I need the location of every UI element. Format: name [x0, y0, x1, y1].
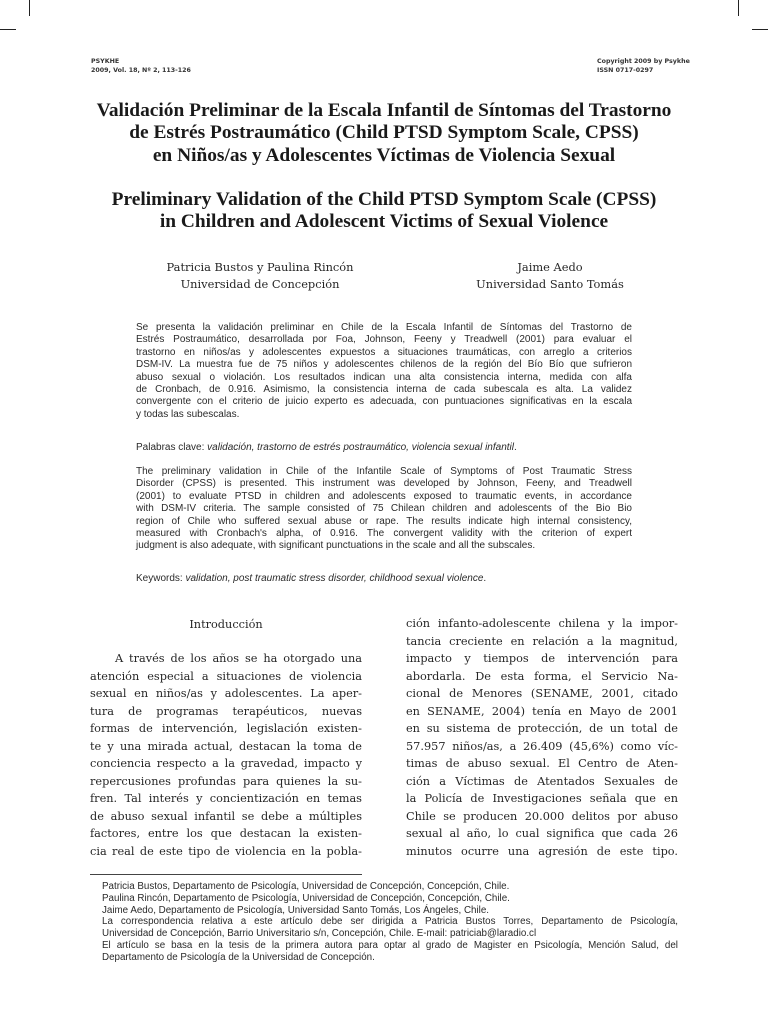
keywords-english	[136, 573, 486, 585]
body-line: A través de los años se ha otorgado una	[115, 652, 362, 665]
author-block-left	[110, 259, 410, 293]
crop-mark-top-left-horizontal	[0, 29, 16, 30]
footnote-line: Jaime Aedo, Departamento de Psicología, Universidad Santo Tomás, Los Ángeles, Chile.	[102, 904, 490, 916]
abstract-line: Disorder (CPSS) is presented. This instrument was developed by Johnson, Feeny, and Treadwell	[136, 478, 632, 490]
abstract-line: DSM-IV. La muestra fue de 75 niños y adolescentes chilenos de la región del Bío Bío que sufrieron	[136, 359, 632, 371]
abstract-line: The preliminary validation in Chile of the Infantile Scale of Symptoms of Post Traumatic Stress	[136, 466, 632, 477]
body-line: de abuso sexual infantil se debe a múltiples	[90, 809, 362, 823]
abstract-spanish	[136, 322, 632, 421]
body-line: minutos ocurre una agresión de este tipo.	[406, 844, 678, 858]
journal-header	[91, 58, 191, 75]
footnote-line: Universidad de Concepción, Barrio Universitario s/n, Concepción, Chile. E-mail: patriciab@laradio.cl	[102, 928, 537, 940]
body-line: tancia creciente en relación a la magnitud,	[406, 634, 678, 648]
title-es-line: de Estrés Postraumático (Child PTSD Symptom Scale, CPSS)	[129, 122, 639, 144]
author-block-right	[430, 259, 670, 293]
body-line: formas de intervención, legislación existen-	[90, 722, 362, 735]
abstract-line: abuso sexual o violación. Los resultados indican una alta consistencia interna, medida con alfa	[136, 371, 632, 383]
copyright-notice: Copyright 2009 by Psykhe	[597, 58, 690, 65]
abstract-line: region of Chile who suffered sexual abuse or rape. The results indicate high internal consistency,	[136, 515, 632, 527]
footnote-separator	[90, 874, 362, 875]
body-line: impacto y tiempos de intervención para	[406, 652, 678, 665]
body-line: cia real de este tipo de violencia en la pobla-	[90, 844, 362, 858]
body-line: sexual en niños/as y adolescentes. La aper-	[90, 687, 362, 700]
abstract-english	[136, 466, 632, 553]
abstract-line: Se presenta la validación preliminar en Chile de la Escala Infantil de Síntomas del Trastorno de	[136, 322, 632, 333]
body-line: cional de Menores (SENAME, 2001, citado	[406, 687, 678, 700]
copyright-header	[597, 58, 690, 75]
footnote-line: La correspondencia relativa a este artículo debe ser dirigida a Patricia Bustos Torres, Departamento de Psicología,	[102, 916, 678, 928]
keywords-label: Palabras clave:	[136, 442, 205, 453]
title-es-line: Validación Preliminar de la Escala Infantil de Síntomas del Trastorno	[96, 100, 672, 121]
abstract-line: (2001) to evaluate PTSD in children and adolescents exposed to traumatic events, in accordance	[136, 490, 632, 502]
abstract-line: trastorno en niños/as y adolescentes expuestos a situaciones traumáticas, con arreglo a criterios	[136, 346, 632, 358]
body-line: tura de programas terapéuticos, nuevas	[90, 704, 362, 718]
body-line: en SENAME, 2004) tenía en Mayo de 2001	[406, 704, 678, 718]
body-line: fren. Tal interés y concientización en temas	[90, 792, 362, 805]
section-heading: Introducción	[189, 618, 263, 631]
body-line: conciencia respecto a la gravedad, impacto y	[90, 757, 362, 770]
journal-name: PSYKHE	[91, 58, 120, 65]
author-names: Jaime Aedo	[517, 260, 583, 274]
body-right-column	[406, 615, 678, 860]
title-en-line: in Children and Adolescent Victims of Sexual Violence	[159, 211, 609, 233]
abstract-line: convergente con el criterio de juicio experto es adecuada, con puntuaciones significativas en la escala	[136, 396, 632, 408]
body-line: timas de abuso sexual. El Centro de Aten-	[406, 757, 678, 770]
crop-mark-top-right-horizontal	[752, 29, 768, 30]
body-line: en su sistema de protección, de un total de	[406, 722, 678, 735]
footnote-line: Paulina Rincón, Departamento de Psicología, Universidad de Concepción, Concepción, Chile.	[102, 892, 510, 904]
abstract-line: de Cronbach, de 0.916. Asimismo, la consistencia interna de cada subescala es alta. La validez	[136, 384, 632, 396]
footnote-line: Patricia Bustos, Departamento de Psicología, Universidad de Concepción, Concepción, Chile.	[102, 881, 510, 892]
author-affiliation: Universidad Santo Tomás	[476, 277, 624, 291]
keywords-spanish	[136, 442, 517, 454]
keywords-terms: validación, trastorno de estrés postraumático, violencia sexual infantil	[207, 442, 514, 453]
body-line: ción a Víctimas de Atentados Sexuales de	[406, 774, 678, 788]
abstract-line: measured with Cronbach's alpha, of 0.916. The convergent validity with the criterion of expert	[136, 528, 632, 540]
crop-mark-top-right-vertical	[738, 0, 739, 16]
author-names: Patricia Bustos y Paulina Rincón	[166, 260, 354, 274]
abstract-line: y todas las subescalas.	[136, 408, 240, 420]
body-line: repercusiones profundas para quienes la su-	[90, 774, 362, 788]
keywords-end: .	[483, 573, 487, 584]
body-line: Chile se producen 20.000 delitos por abuso	[406, 809, 678, 823]
title-spanish	[60, 100, 708, 167]
author-affiliation: Universidad de Concepción	[180, 277, 340, 291]
body-line: factores, entre los que destacan la existen-	[90, 827, 362, 840]
abstract-line: judgment is also adequate, with significant punctuations in the scale and all the subscales.	[136, 540, 536, 552]
keywords-terms: validation, post traumatic stress disorder, childhood sexual violence	[185, 573, 484, 584]
title-es-line: en Niños/as y Adolescentes Víctimas de Violencia Sexual	[152, 144, 616, 166]
journal-volume: 2009, Vol. 18, Nº 2, 113-126	[91, 66, 191, 74]
keywords-end: .	[513, 442, 517, 453]
keywords-label: Keywords:	[136, 573, 183, 584]
body-line: sexual al año, lo cual significa que cada 26	[406, 827, 678, 840]
body-line: atención especial a situaciones de violencia	[90, 669, 362, 683]
title-english	[60, 189, 708, 234]
issn: ISSN 0717-0297	[597, 66, 654, 74]
abstract-line: with DSM-IV criteria. The sample consisted of 75 Chilean children and adolescents of the Bio Bio	[136, 503, 632, 515]
footnote-line: Departamento de Psicología de la Universidad de Concepción.	[102, 951, 375, 963]
body-line: te y una mirada actual, destacan la toma de	[90, 739, 362, 753]
body-line: 57.957 niños/as, a 26.409 (45,6%) como víc-	[406, 739, 678, 753]
footnote-line: El artículo se basa en la tesis de la primera autora para optar al grado de Magister en Psicología, Mención Salud, del	[102, 939, 678, 951]
body-line: ción infanto-adolescente chilena y la impor-	[406, 617, 678, 630]
title-en-line: Preliminary Validation of the Child PTSD Symptom Scale (CPSS)	[111, 189, 657, 210]
footnotes	[102, 881, 678, 964]
body-left-column	[90, 650, 362, 860]
body-line: la Policía de Investigaciones señala que en	[406, 792, 678, 805]
body-line: abordarla. De esta forma, el Servicio Na-	[406, 669, 678, 683]
abstract-line: Estrés Postraumático, desarrollada por Foa, Johnson, Feeny y Treadwell (2001) para evaluar el	[136, 334, 632, 346]
crop-mark-top-left-vertical	[29, 0, 30, 16]
